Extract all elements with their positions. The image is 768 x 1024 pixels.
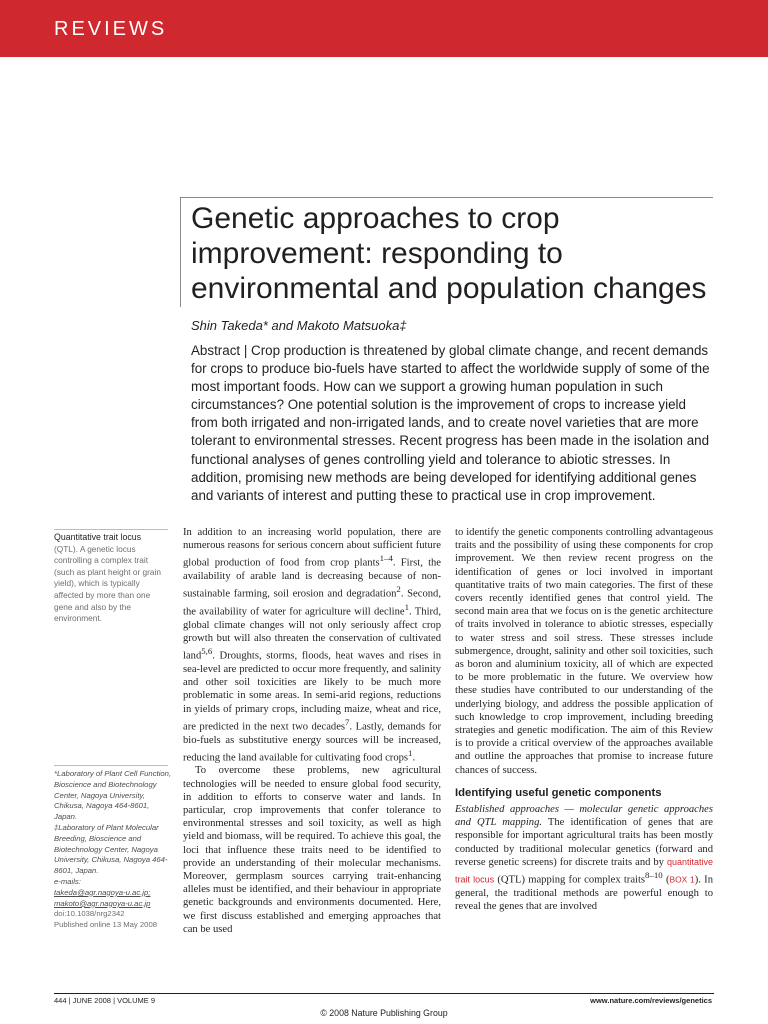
- affiliation-rule: [54, 765, 168, 766]
- email-link-1[interactable]: takeda@agr.nagoya-u.ac.jp;: [54, 887, 151, 897]
- glossary-rule: [54, 529, 168, 530]
- footer-rule: [54, 993, 714, 994]
- article-title: Genetic approaches to crop improvement: responding to environmental and population changes: [191, 202, 707, 305]
- title-rule-vertical: [180, 197, 181, 307]
- paragraph-1: In addition to an increasing world population, there are numerous reasons for serious concern about sufficient future global production of food from crop plants$^{1-4}$. First, the availability of arable land is decreasing because of non-sustainable farming, soil erosion and degradation$^2$. Second, the availability of water for agriculture will decline$^1$. Third, global climate changes will not only seriously affect crop growth but will also threaten the conservation of cultivated land$^{5,6}$. Droughts, storms, floods, heat waves and rises in sea-level are predicted to occur more frequently, and salinity and other soil toxicities are likely to be much more problematic in some areas. In semi-arid regions, reductions in yields of primary crops, including maize, wheat and rice, are predicted in the next two decades$^7$. Lastly, demands for bio-fuels as substitutive energy sources will be increased, reducing the land available for cultivating food crops$^1$.: [183, 527, 442, 764]
- published-date: Published online 13 May 2008: [54, 920, 158, 930]
- section-banner: [0, 0, 768, 57]
- article-abstract: Abstract | Crop production is threatened by global climate change, and recent demands for crops to produce bio-fuels have started to affect the worldwide supply of some of the most important foods. How can we support a growing human population in such circumstances? One potential solution is the improvement of crops to increase yield from both irrigated and non-irrigated lands, and to create novel varieties that are more tolerant to environmental stresses. Recent progress has been made in the isolation and functional analyses of genes controlling yield and tolerance to abiotic stresses. In addition, promising new methods are being developed for identifying additional genes and variants of interest and putting these to practical use in crop improvement.: [191, 343, 710, 503]
- glossary-box: [54, 532, 170, 625]
- body-column-2: [455, 526, 713, 913]
- copyright: © 2008 Nature Publishing Group: [320, 1008, 448, 1018]
- footer-page-info: 444 | JUNE 2008 | VOLUME 9: [54, 996, 156, 1005]
- doi: doi:10.1038/nrg2342: [54, 909, 125, 919]
- footer-url[interactable]: www.nature.com/reviews/genetics: [590, 996, 712, 1005]
- paragraph-lead: Established approaches — molecular genetic approaches and QTL mapping.: [455, 804, 713, 829]
- article-authors: Shin Takeda* and Makoto Matsuoka‡: [191, 318, 407, 333]
- emails-label: e-mails:: [54, 876, 81, 886]
- body-column-1: [183, 526, 441, 936]
- box-link[interactable]: BOX 1: [669, 874, 695, 885]
- section-heading: Identifying useful genetic components: [455, 786, 662, 799]
- paragraph-2: To overcome these problems, new agricultural technologies will be needed to ensure global food security, in addition to efforts to conserve water and lands. In particular, crop improvements that confer tolerance to environmental stresses and soil toxicity, as well as high yield and biomass, will be required. To achieve this goal, the loci that influence these traits need to be identified to provide an understanding of their molecular mechanisms. Moreover, germplasm sources carrying trait-enhancing alleles must be identified, and their behaviour in appropriate genetic backgrounds and environments documented. Here, we first discuss established and emerging approaches that can be used: [183, 765, 441, 935]
- glossary-link[interactable]: quantitative trait locus: [455, 856, 713, 885]
- paragraph-3: to identify the genetic components controlling advantageous traits and the possibility of using these components for crop improvement. We then review recent progress on the identification of genes or loci involved in important quantitative traits of two main categories. The first of these covers recently identified genes that control yield. The second main area that we focus on is the genetic architecture of traits involved in tolerance to abiotic stresses, especially to water stress and soil stress. These stresses include submergence, drought, salinity and other soil toxicities, such as boron and aluminium toxicity, all of which are expected to be more problematic in the future. We overview how these studies have contributed to our understanding of the underlying biology, and address the possible application of such knowledge to crop improvement, including breeding strategies and genetic modification. The aim of this Review is to provide a critical overview of the approaches available and outline the approaches that promise to increase future chances of success.: [455, 527, 713, 776]
- paragraph-4: Established approaches — molecular genetic approaches and QTL mapping. The identification of genes that are responsible for important agricultural traits has been mostly conducted by traditional molecular genetics (forward and reverse genetic screens) for discrete traits and by quantitative trait locus (QTL) mapping for complex traits$^{8-10}$ (BOX 1). In general, the traditional methods are powerful enough to reveal the genes that are involved: [455, 804, 713, 913]
- affiliation-2: ‡Laboratory of Plant Molecular Breeding, Bioscience and Biotechnology Center, Nagoya University, Chikusa, Nagoya 464-8601, Japan.: [54, 822, 168, 876]
- affiliation-1: *Laboratory of Plant Cell Function, Bioscience and Biotechnology Center, Nagoya University, Chikusa, Nagoya 464-8601, Japan.: [54, 769, 172, 822]
- title-rule-horizontal: [180, 197, 713, 198]
- glossary-term: Quantitative trait locus: [54, 532, 142, 542]
- glossary-definition: (QTL). A genetic locus controlling a complex trait (such as plant height or grain yield), which is typically affected by more than one gene and also by the environment.: [54, 543, 162, 624]
- email-link-2[interactable]: makoto@agr.nagoya-u.ac.jp: [54, 898, 151, 908]
- affiliations-box: [54, 769, 172, 931]
- section-label: REVIEWS: [54, 18, 168, 40]
